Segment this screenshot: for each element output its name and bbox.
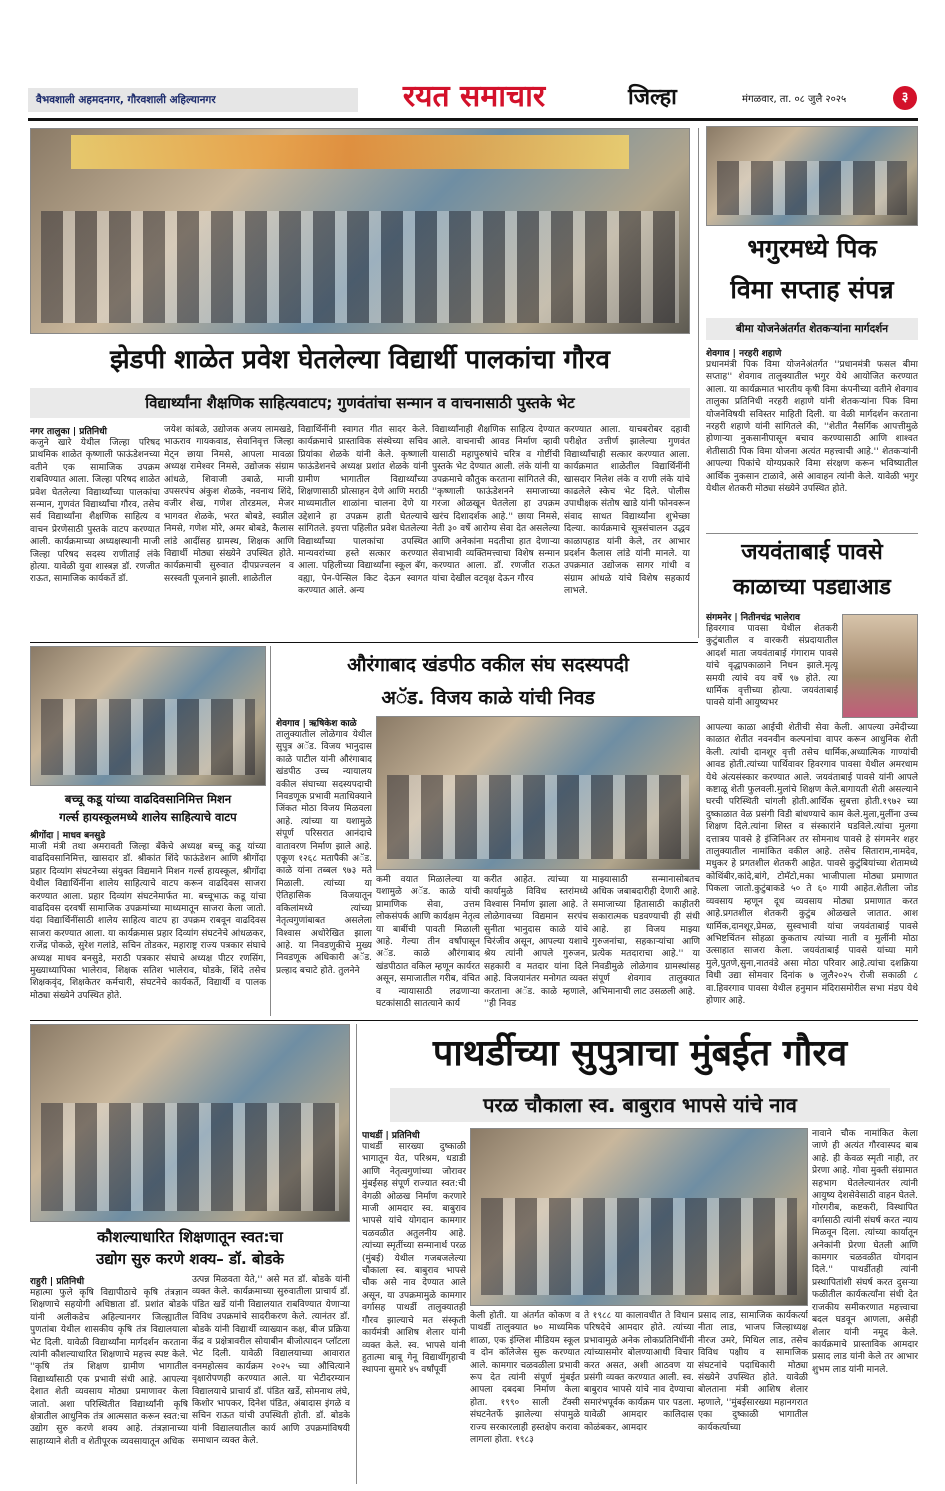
bhagur-text: प्रधानमंत्री पिक विमा योजनेअंतर्गत ''प्रधानमंत्री फसल बीमा सप्ताह'' शेवगाव तालुक्यातील भगुर येथे आयोजित करण्यात आला. या कार्यक्रमात भारतीय कृषी विमा कंपनीच्या वतीने शेवगाव तालुका प्रतिनिधी नरहरी शहाणे यांनी शेतकऱ्यांना पिक विमा योजनेविषयी सविस्तर माहिती दिली. या वेळी मार्गदर्शन करताना नरहरी शहाणे यांनी सांगितले की, ''शेतीत नैसर्गिक आपत्तीमुळे होणाऱ्या नुकसानीपासून बचाव करण्यासाठी आणि शाश्वत शेतीसाठी पिक विमा योजना अत्यंत महत्त्वाची आहे.'' शेतकऱ्यांनी आपल्या पिकांचे योग्यप्रकारे विमा संरक्षण करून भविष्यातील आर्थिक नुकसान टाळावे, असे आवाहन त्यांनी केले. यावेळी भगुर येथील शेतकरी मोठ्या संख्येने उपस्थित होते. xyxy=(706,360,918,495)
masthead-tagline: वैभवशाली अहमदनगर, गौरवशाली अहिल्यानगर xyxy=(28,88,358,112)
pathardi-col-text-5: नावाने चौक नामांकित केला जाणे ही अत्यंत गौरवास्पद बाब आहे. ही केवळ स्मृती नाही, तर प्रेरणा आहे. गोवा मुक्ती संग्रामात सहभाग घेतलेल्यानंतर त्यांनी आयुष्य देशसेवेसाठी वाहन घेतले. गोरगरीब, कष्टकरी, विस्थापित वर्गासाठी त्यांनी संघर्ष करत न्याय मिळवून दिला. त्यांच्या कार्यातून अनेकांनी प्रेरणा घेतली आणि कामगार चळवळीत योगदान दिले.'' पाथर्डीतही त्यांनी प्रस्थापितांशी संघर्ष करत दुसऱ्या फळीतील कार्यकर्त्यांना संधी देत राजकीय समीकरणात महत्त्वाचा बदल घडवून आणला, असेही शेलार यांनी नमूद केले. कार्यक्रमाचे प्रास्ताविक आमदार प्रसाद लाड यांनी केले तर आभार शुभम लाड यांनी मानले. xyxy=(812,1129,918,1375)
pathardi-col-text-2: केली होती. या अंतर्गत कोकण व पाथर्डी तालुक्यात ७० माध्यमिक शाळा, एक इंग्लिश मीडियम स्कूल व दोन कॉलेजेस सुरू करण्यात आले. कामगार चळवळीला प्रभावी रूप देत त्यांनी संपूर्ण मुंबईत आपला दबदबा निर्माण केला होता. १९९० साली टॅक्सी संघटनेतर्फे झालेल्या संपामुळे राज्य सरकारलाही हस्तक्षेप करावा लागला होता. १९८३ xyxy=(470,1311,580,1446)
kale-column-3 xyxy=(484,874,588,1016)
bodke-col-text-2: उत्पन्न मिळवता येते,'' असे मत डॉ. बोडके यांनी व्यक्त केले. कार्यक्रमाच्या सुरुवातीला प्राचार्य डॉ. पंडित खर्डे यांनी विद्यालयात राबविण्यात येणाऱ्या विविध उपक्रमांचे सादरीकरण केले. त्यानंतर डॉ. बोडके यांनी विद्यार्थी व्याख्यान कक्ष, बीज प्रक्रिया केंद्र व प्रक्षेत्रावरील सोयाबीन बीजोत्पादन प्लॉटला भेट दिली. यावेळी विद्यालयाच्या आवारात वनमहोत्सव कार्यक्रम २०२५ च्या औचित्याने वृक्षारोपणही करण्यात आले. या भेटीदरम्यान विद्यालयाचे प्राचार्य डॉ. पंडित खर्डे, सोमनाथ लंघे, किशोर भापकर, दिनेश पंडित, अंबादास इंगळे व सचिन राऊत यांची उपस्थिती होती. डॉ. बोडके यांनी विद्यालयातील कार्य आणि उपक्रमांविषयी समाधान व्यक्त केले. xyxy=(192,1275,350,1447)
lead-col-text-1: कजुने खारे येथील जिल्हा परिषद प्राथमिक शाळेत कृष्णाली फाऊंडेशनच्या वतीने एक सामाजिक उपक्रम राबविण्यात आला. जिल्हा परिषद शाळेत प्रवेश घेतलेल्या विद्यार्थ्यांच्या पालकांचा सन्मान, गुणवंत विद्यार्थ्यांचा गौरव, तसेच सर्व विद्यार्थ्यांना शैक्षणिक साहित्य व वाचन प्रेरणेसाठी पुस्तके वाटप करण्यात आली. कार्यक्रमाच्या अध्यक्षस्थानी माजी जिल्हा परिषद सदस्य राणीताई लंके होत्या. यावेळी युवा शास्त्रज्ञ डॉ. रणजीत राऊत, सामाजिक कार्यकर्ते डॉ. xyxy=(30,438,160,585)
pathardi-column-2 xyxy=(470,1310,580,1484)
photo-crowd-decor xyxy=(41,1103,339,1211)
section-divider xyxy=(706,533,918,534)
kale-column-1 xyxy=(276,716,372,1016)
jayvantabai-body-bottom xyxy=(706,722,918,1016)
kale-col-text-1: तालुक्यातील लोळेगाव येथील सुपुत्र अॅड. विजय भानुदास काळे पाटील यांनी औरंगाबाद खंडपीठ उच्च न्यायालय वकील संघाच्या सदस्यपदाची निवडणूक प्रभावी मताधिक्याने जिंकत मोठा विजय मिळवला आहे. त्यांच्या या यशामुळे संपूर्ण परिसरात आनंदाचे वातावरण निर्माण झाले आहे. एकूण १२६८ मतापैकी अॅड. काळे यांना तब्बल ९७३ मते मिळाली. त्यांच्या या ऐतिहासिक विजयातून वकिलांमध्ये त्यांच्या नेतृत्वगुणांबाबत असलेला विश्वास अधोरेखित झाला आहे. या निवडणुकीचे मुख्य निवडणूक अधिकारी अॅड. प्रल्हाद बचाटे होते. तुलनेने xyxy=(276,730,372,976)
lead-byline: नगर तालुका | प्रतिनिधी xyxy=(30,427,108,437)
lead-col-text-4: विद्यार्थ्यांनाही शैक्षणिक साहित्य देण्यात आले. वाचनाची आवड निर्माण व्हावी यासाठी महापुरुषांचे चरित्र व गोष्टींची पुस्तके भेट देण्यात आली. लंके यांनी या उपक्रमाचे कौतुक करताना सांगितले की, ''कृष्णाली फाऊंडेशनने समाजाच्या गरजा ओळखून घेतलेला हा उपक्रम खरंच दिशादर्शक आहे.'' छाया निमसे, नेती ३० वर्षे आरोग्य सेवा देत असलेल्या आणि अनेकांना मदतीचा हात देणाऱ्या सेवाभावी व्यक्तिमत्त्वाचा विशेष सन्मान करण्यात आला. डॉ. रणजीत राऊत यांचा देखील वटवृक्ष देऊन गौरव xyxy=(432,425,560,584)
pathardi-col-text-3: ते १९८८ या कालावधीत ते विधान परिषदेचे आमदार होते. त्यांच्या प्रभावामुळे अनेक लोकप्रतिनिधींनी त्यांच्यासमोर बोलण्याआधी विचार करत असत, अशी आठवण या प्रसंगी व्यक्त करण्यात आली. स्व. बाबुराव भापसे यांचे नाव देण्याचा समारंभपूर्वक कार्यक्रम पार पडला. यावेळी आमदार कालिदास कोळंबकर, आमदार xyxy=(584,1311,694,1433)
lead-column-1 xyxy=(30,424,160,638)
kale-headline-1: औरंगाबाद खंडपीठ वकील संघ सदस्यपदी xyxy=(347,654,629,676)
photo-crowd-decor xyxy=(387,775,689,859)
kale-celebration-photo xyxy=(376,716,700,870)
jayvantabai-headline-2: काळाच्या पडद्याआड xyxy=(733,575,891,600)
newspaper-logo: रयत समाचार xyxy=(402,79,546,114)
column-divider xyxy=(356,1024,357,1484)
section-divider xyxy=(30,642,698,643)
bodke-column-2 xyxy=(192,1274,350,1484)
column-divider xyxy=(270,646,271,1016)
pathardi-column-4 xyxy=(698,1310,808,1484)
pathardi-headline: पाथर्डीच्या सुपुत्राचा मुंबईत गौरव xyxy=(432,1033,848,1074)
pathardi-subhead: परळ चौकाला स्व. बाबुराव भापसे यांचे नाव xyxy=(390,1088,890,1122)
bhagur-byline: शेवगाव | नरहरी शहाणे xyxy=(706,349,782,359)
kale-col-text-3: करीत आहेत. त्यांच्या या कार्यामुळे विविध स्तरांमध्ये विश्वास निर्माण झाला आहे. ते लोळेगावच्या विद्यमान सरपंच सुनीता भानुदास काळे यांचे चिरंजीव असून, आपल्या यशाचे श्रेय त्यांनी आपले गुरुजन, सहकारी व मतदार यांना दिले आहे. विजयानंतर मनोगत व्यक्त करताना अॅड. काळे म्हणाले, ''ही निवड xyxy=(484,875,588,1010)
kale-col-text-4: माझ्यासाठी सन्मानासोबतच अधिक जबाबदारीही देणारी आहे. समाजाच्या हितासाठी काहीतरी सकारात्मक घडवण्याची ही संधी आहे. हा विजय माझ्या गुरुजनांचा, सहकाऱ्यांचा आणि प्रत्येक मतदाराचा आहे.'' या निवडीमुळे लोळेगाव ग्रामस्थांसह संपूर्ण शेवगाव तालुक्यात अभिमानाची लाट उसळली आहे. xyxy=(592,875,700,997)
lead-subhead: विद्यार्थ्यांना शैक्षणिक साहित्यवाटप; गुणवंतांचा सन्मान व वाचनासाठी पुस्तके भेट xyxy=(30,388,690,418)
lead-column-5 xyxy=(564,424,690,638)
bodke-headline-2: उद्योग सुरु करणे शक्य– डॉ. बोडके xyxy=(96,1250,284,1268)
lead-col-text-3: विद्यार्थिनींनी स्वागत गीत सादर केले. कार्यक्रमाचे प्रास्ताविक संस्थेच्या सचिव प्रियांका शेळके यांनी केले. कृष्णाली फाऊंडेशनचे अध्यक्ष प्रशांत शेळके यांनी ग्रामीण भागातील विद्यार्थ्यांच्या शिक्षणासाठी प्रोत्साहन देणे आणि मराठी माध्यमातील शाळांना चालना देणे या उद्देशाने हा उपक्रम हाती घेतल्याचे सांगितले. इयत्ता पहिलीत प्रवेश घेतलेल्या विद्यार्थ्यांच्या पालकांचा उपस्थित मान्यवरांच्या हस्ते सत्कार करण्यात आला. पहिलीच्या विद्यार्थ्यांना स्कूल बॅग, वह्या, पेन-पेन्सिल किट देऊन स्वागत करण्यात आले. अन्य xyxy=(298,425,428,597)
pathardi-column-1 xyxy=(362,1128,466,1484)
bodke-byline: राहुरी | प्रतिनिधी xyxy=(30,1277,85,1287)
jayvantabai-text-bottom: आपल्या काळा आईची शेतीची सेवा केली. आपल्या उमेदीच्या काळात शेतीत नवनवीन कल्पनांचा वापर करून आधुनिक शेती केली. त्यांची दानशूर वृत्ती तसेच धार्मिक,अध्यात्मिक गाण्यांची आवड होती.त्यांच्या पार्थिवावर हिवरगाव पावसा येथील अमरधाम येथे अंत्यसंस्कार करण्यात आले. जयवंताबाई पावसे यांनी आपले कष्टाळू शेती फुलवली.मुलांचे शिक्षण केले.बागायती शेती असल्याने घरची परिस्थिती चांगली होती.आर्थिक सुबत्ता होती.१९७२ च्या दुष्काळात वेळ प्रसंगी विडी बांधण्याचे काम केले.मुला,मुलींना उच्च शिक्षण दिले.त्यांना शिस्त व संस्कारांने घडविले.त्यांचा मुलगा दत्तात्रय पावसे हे इंजिनिअर तर सोमनाथ पावसे हे संगमनेर शहर तालुक्यातील नामांकित वकील आहे. तसेच सिताराम,नामदेव, मधुकर हे प्रगतशील शेतकरी आहेत. पावसे कुटुंबियांच्या शेतामध्ये कोथिंबीर,कांदे,बांगे, टोमॅटो,मका भाजीपाला मोठ्या प्रमाणात पिकला जातो.कुटुंबाकडे ५० ते ६० गायी आहेत.शेतीला जोड व्यवसाय म्हणून दूध व्यवसाय मोठ्या प्रमाणात करत आहे.प्रगतशील शेतकरी कुटुंब ओळखले जातात. आश धार्मिक,दानशूर,प्रेमळ, सुस्वभावी यांचा जयवंताबाई पावसे अभिष्टचिंतन सोहळा कुकताच त्यांच्या नाती व मुलींनी मोठा उत्साहात साजरा केला. जयवंताबाई पावसे यांच्या मागे मुले,पुतणे,सुना,नातवंडे असा मोठा परिवार आहे.त्यांचा दशक्रिया विधी उद्या सोमवार दिनांक ७ जुलै२०२५ रोजी सकाळी ८ वा.हिवरगाव पावसा येथील हनुमान मंदिरासमोरील सभा मंडप येथे होणार आहे. xyxy=(706,723,918,1006)
pathardi-column-3 xyxy=(584,1310,694,1484)
pathardi-col-text-4: प्रसाद लाड, सामाजिक कार्यकर्त्या नीता लाड, भाजप जिल्हाध्यक्ष नीरज उमरे, मिथिल लाड, तसेच विविध पक्षीय व सामाजिक संघटनांचे पदाधिकारी मोठ्या संख्येने उपस्थित होते. यावेळी बोलताना मंत्री आशिष शेलार म्हणाले, ''मुंबईसारख्या महानगरात एका दुष्काळी भागातील कार्यकर्त्याच्या xyxy=(698,1311,808,1433)
lead-col-text-5: करण्यात आला. याचबरोबर दहावी परीक्षेत उत्तीर्ण झालेल्या गुणवंत विद्यार्थ्यांचाही सत्कार करण्यात आला. कार्यक्रमात शाळेतील विद्यार्थिनींनी खासदार निलेश लंके व राणी लंके यांचे काढलेले स्केच भेट दिले. पोलीस उपाधीक्षक संतोष खाडे यांनी फोनवरून संवाद साधत विद्यार्थ्यांना शुभेच्छा दिल्या. कार्यक्रमाचे सूत्रसंचालन उद्धव काळापहाड यांनी केले, तर आभार प्रदर्शन कैलास लांडे यांनी मानले. या उपक्रमात उद्योजक सागर गांधी व संग्राम आंधळे यांचे विशेष सहकार्य लाभले. xyxy=(564,425,690,597)
mission-headline-1: बच्चू कडू यांच्या वाढदिवसानिमित्त मिशन xyxy=(64,792,232,806)
pathardi-column-5 xyxy=(812,1128,918,1484)
mission-school-photo xyxy=(30,646,266,786)
jayvantabai-byline: संगमनेर | नितीनचंद्र भालेराव xyxy=(706,613,800,623)
bodke-column-1 xyxy=(30,1274,188,1484)
jayvantabai-headline-1: जयवंताबाई पावसे xyxy=(741,540,883,565)
lead-column-3 xyxy=(298,424,428,638)
photo-crowd-decor xyxy=(481,1198,797,1295)
photo-banner-decor xyxy=(71,135,629,169)
kale-byline: शेवगाव | ऋषिकेश काळे xyxy=(276,719,357,729)
bhagur-headline-1: भगुरमध्ये पिक xyxy=(747,234,877,263)
lead-story-photo xyxy=(30,128,690,334)
mission-text: माजी मंत्री तथा अमरावती जिल्हा बँकेचे अध्यक्ष बच्चू कडू यांच्या वाढदिवसानिमित्त, खासदार डॉ. श्रीकांत शिंदे फाऊंडेशन आणि श्रीगोंदा प्रहार दिव्यांग संघटनेच्या संयुक्त विद्यमाने मिशन गर्ल्स हायस्कूल, श्रीगोंदा येथील विद्यार्थिनींना शालेय साहित्याचे वाटप करून वाढदिवस साजरा करण्यात आला. प्रहार दिव्यांग संघटनेमार्फत मा. बच्चूभाऊ कडू यांचा वाढदिवस दरवर्षी सामाजिक उपक्रमांच्या माध्यमातून साजरा केला जातो. यंदा विद्यार्थिनींसाठी शालेय साहित्य वाटप हा उपक्रम राबवून वाढदिवस साजरा करण्यात आला. या कार्यक्रमास प्रहार दिव्यांग संघटनेचे आंधळकर, राजेंद्र पोकळे, सुरेश गलांडे, सचिन तोडकर, महाराष्ट्र राज्य पत्रकार संघाचे अध्यक्ष माधव बनसुडे, मराठी पत्रकार संघाचे अध्यक्ष पीटर रणसिंग, मुख्याध्यापिका भालेराव, शिक्षक सतिश भालेराव, घोडके, शिंदे तसेच शिक्षकवृंद, शिक्षकेतर कर्मचारी, संघटनेचे कार्यकर्ते, विद्यार्थी व पालक मोठ्या संख्येने उपस्थित होते. xyxy=(30,842,266,1001)
bhagur-subhead: बीमा योजनेअंतर्गत शेतकऱ्यांना मार्गदर्शन xyxy=(706,318,918,340)
section-divider xyxy=(30,1020,918,1021)
bodke-headline-1: कौशल्याधारित शिक्षणातून स्वत:चा xyxy=(97,1228,283,1246)
photo-crowd-decor xyxy=(717,161,907,215)
issue-date: मंगळवार, ता. ०८ जुलै २०२५ xyxy=(742,94,847,105)
jayvantabai-text-top: हिवरगाव पावसा येथील शेतकरी कुटुंबातील व वारकरी संप्रदायातील आदर्श माता जयवंताबाई गंगाराम पावसे यांचे वृद्धापकाळाने निधन झाले.मृत्यू समयी त्यांचे वय वर्षे ९७ होते. त्या धार्मिक वृत्तीच्या होत्या. जयवंताबाई पावसे यांनी आयुष्यभर xyxy=(706,624,838,709)
lead-col-text-2: जयेश कांबळे, उद्योजक अजय लामखडे, भाऊराव गायकवाड, सेवानिवृत्त जिल्हा मेट्न छाया निमसे, आपला मावळा अध्यक्ष रामेश्वर निमसे, उद्योजक संग्राम आंधळे, शिवाजी उबाळे, माजी उपसरपंच अंकुश शेळके, नवनाथ शिंदे, वजीर शेख, गणेश तोरडमल, मेजर भागवत शेळके, भरत बोबडे, स्वप्नील निमसे, गणेश मोरे, अमर बोबडे, कैलास लांडे आदींसह ग्रामस्थ, शिक्षक आणि विद्यार्थी मोठ्या संख्येने उपस्थित होते. कार्यक्रमाची सुरुवात दीपप्रज्वलन व सरस्वती पूजनाने झाली. शाळेतील xyxy=(164,425,294,584)
lead-column-4 xyxy=(432,424,560,638)
bodke-col-text-1: महात्मा फुले कृषि विद्यापीठाचे कृषि तंत्रज्ञान शिक्षणाचे सहयोगी अधिष्ठाता डॉ. प्रशांत बोडके यांनी अलीकडेच अहिल्यानगर जिल्ह्यातील पुणतांबा येथील शासकीय कृषि तंत्र विद्यालयाला भेट दिली. यावेळी विद्यार्थ्यांना मार्गदर्शन करताना त्यांनी कौशल्याधारित शिक्षणाचे महत्त्व स्पष्ट केले. ''कृषि तंत्र शिक्षण ग्रामीण भागातील विद्यार्थ्यांसाठी एक प्रभावी संधी आहे. आपल्या देशात शेती व्यवसाय मोठ्या प्रमाणावर केला जातो. अशा परिस्थितीत विद्यार्थ्यांनी कृषि क्षेत्रातील आधुनिक तंत्र आत्मसात करून स्वत:चा उद्योग सुरु करणे शक्य आहे. तंत्रज्ञानाच्या साहाय्याने शेती व शेतीपूरक व्यवसायातून अधिक xyxy=(30,1288,188,1447)
mission-body xyxy=(30,828,266,1016)
kale-headline-2: अॅड. विजय काळे यांची निवड xyxy=(381,687,595,709)
bhagur-photo xyxy=(706,126,918,226)
kale-column-2 xyxy=(376,874,480,1016)
column-divider xyxy=(698,128,699,638)
masthead-rule xyxy=(28,118,918,121)
jayvantabai-portrait xyxy=(842,614,918,718)
photo-crowd-decor xyxy=(41,699,255,775)
section-title: जिल्हा xyxy=(628,85,677,110)
page-number-badge: ३ xyxy=(893,86,917,110)
photo-crowd-decor xyxy=(41,211,679,323)
pathardi-col-text-1: पाथर्डी सारख्या दुष्काळी भागातून येत, परिश्रम, धडाडी आणि नेतृत्वगुणांच्या जोरावर मुंबईसह संपूर्ण राज्यात स्वत:ची वेगळी ओळख निर्माण करणारे माजी आमदार स्व. बाबुराव भापसे यांचे योगदान कामगार चळवळीत अतुलनीय आहे. त्यांच्या स्मृतींच्या सन्मानार्थ परळ (मुंबई) येथील गजबजलेल्या चौकाला स्व. बाबुराव भापसे चौक असे नाव देण्यात आले असून, या उपक्रमामुळे कामगार वर्गासह पाथर्डी तालुक्यातही गौरव झाल्याचे मत संस्कृती कार्यमंत्री आशिष शेलार यांनी व्यक्त केले. स्व. भापसे यांनी हुतात्मा बाबू गेनू विद्यार्थीगृहाची स्थापना सुमारे ४५ वर्षांपूर्वी xyxy=(362,1142,466,1376)
mission-byline: श्रीगोंदा | माधव बनसुडे xyxy=(30,831,106,841)
kale-column-4 xyxy=(592,874,700,1016)
bodke-plantation-photo xyxy=(30,1024,350,1222)
mission-headline-2: गर्ल्स हायस्कूलमध्ये शालेय साहित्याचे वाटप xyxy=(59,810,237,824)
pathardi-byline: पाथर्डी | प्रतिनिधी xyxy=(362,1131,420,1141)
bhagur-headline-2: विमा सप्ताह संपन्न xyxy=(730,275,894,304)
jayvantabai-body-top xyxy=(706,610,838,720)
kale-col-text-2: कमी वयात मिळालेल्या या यशामुळे अॅड. काळे यांची प्रामाणिक सेवा, उत्तम लोकसंपर्क आणि कार्यक्षम नेतृत्व या बाबींची पावती मिळाली आहे. गेल्या तीन वर्षांपासून अॅड. काळे औरंगाबाद खंडपीठात वकिल म्हणून कार्यरत असून, समाजातील गरीब, वंचित व न्यायासाठी लढणाऱ्या घटकांसाठी सातत्याने कार्य xyxy=(376,875,480,1010)
pathardi-ceremony-photo xyxy=(470,1128,808,1306)
lead-column-2 xyxy=(164,424,294,638)
bhagur-body xyxy=(706,346,918,532)
lead-headline: झेडपी शाळेत प्रवेश घेतलेल्या विद्यार्थी पालकांचा गौरव xyxy=(109,345,610,375)
